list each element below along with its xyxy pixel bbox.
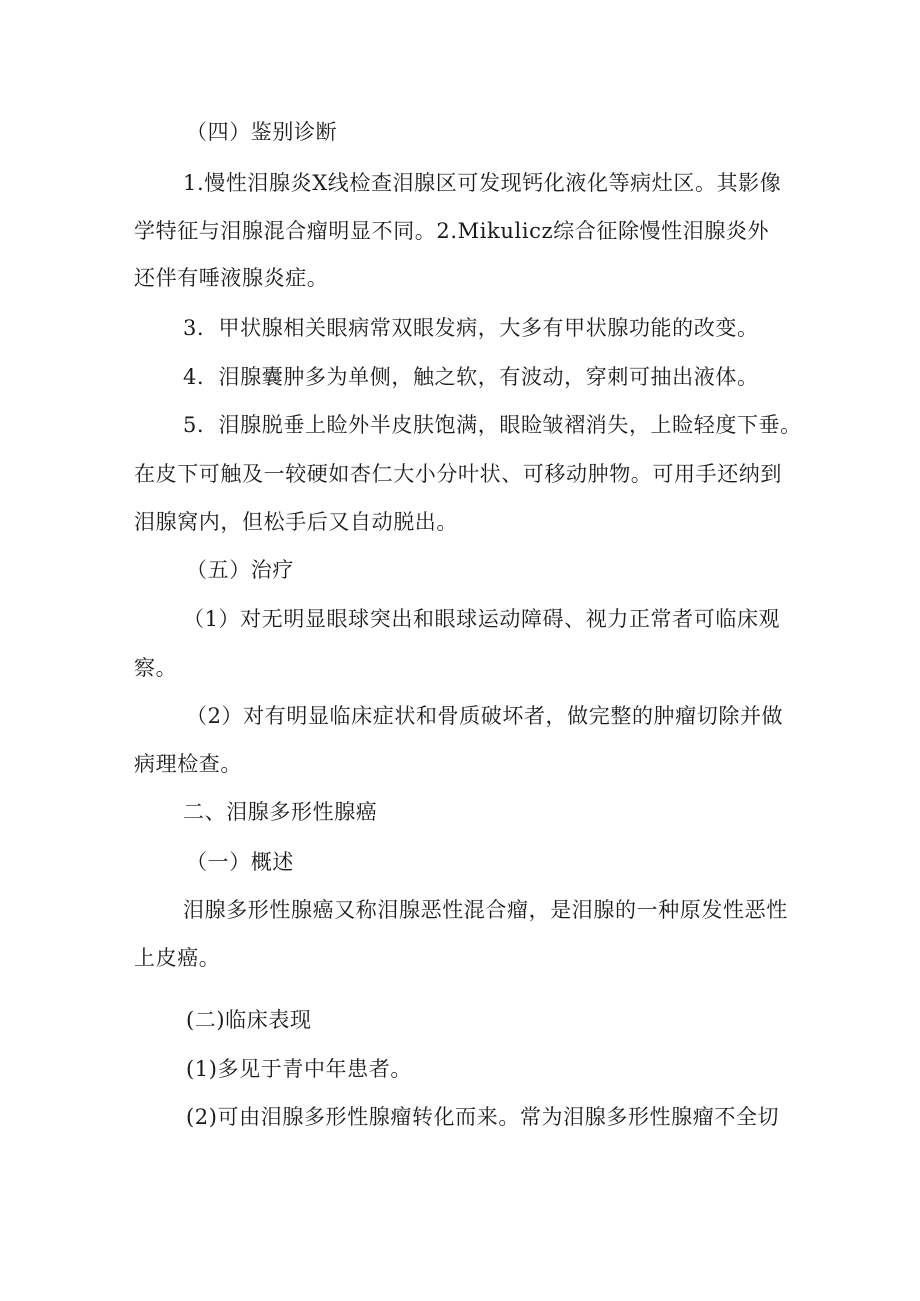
paragraph-line: (2)可由泪腺多形性腺瘤转化而来。常为泪腺多形性腺瘤不全切 [186, 1105, 780, 1129]
paragraph-line: （2）对有明显临床症状和骨质破坏者，做完整的肿瘤切除并做 [186, 704, 784, 728]
section-heading-differential-diagnosis: （四）鉴别诊断 [186, 120, 338, 144]
paragraph-line: 1.慢性泪腺炎X线检查泪腺区可发现钙化液化等病灶区。其影像 [183, 171, 782, 195]
paragraph-line: 5．泪腺脱垂上睑外半皮肤饱满，眼睑皱褶消失，上睑轻度下垂。 [183, 413, 802, 437]
paragraph-line: 3．甲状腺相关眼病常双眼发病，大多有甲状腺功能的改变。 [183, 316, 759, 340]
section-heading-treatment: （五）治疗 [186, 558, 294, 582]
paragraph-line: 病理检查。 [134, 752, 242, 776]
paragraph-line: 泪腺多形性腺癌又称泪腺恶性混合瘤，是泪腺的一种原发性恶性 [183, 898, 788, 922]
section-heading-overview: （一）概述 [186, 850, 294, 874]
paragraph-line: 泪腺窝内，但松手后又自动脱出。 [134, 510, 458, 534]
paragraph-line: (1)多见于青中年患者。 [186, 1057, 412, 1081]
paragraph-line: 上皮癌。 [134, 946, 221, 970]
paragraph-line: 察。 [134, 656, 178, 680]
paragraph-line: 在皮下可触及一较硬如杏仁大小分叶状、可移动肿物。可用手还纳到 [134, 462, 782, 486]
paragraph-line: 还伴有唾液腺炎症。 [134, 266, 329, 290]
paragraph-line: 学特征与泪腺混合瘤明显不同。2.Mikulicz综合征除慢性泪腺炎外 [134, 219, 770, 243]
paragraph-line: 4．泪腺囊肿多为单侧，触之软，有波动，穿刺可抽出液体。 [183, 365, 759, 389]
chapter-heading-pleomorphic-adenocarcinoma: 二、泪腺多形性腺癌 [183, 800, 378, 824]
paragraph-line: （1）对无明显眼球突出和眼球运动障碍、视力正常者可临床观 [183, 607, 781, 631]
section-heading-clinical-manifestation: (二)临床表现 [186, 1008, 312, 1032]
